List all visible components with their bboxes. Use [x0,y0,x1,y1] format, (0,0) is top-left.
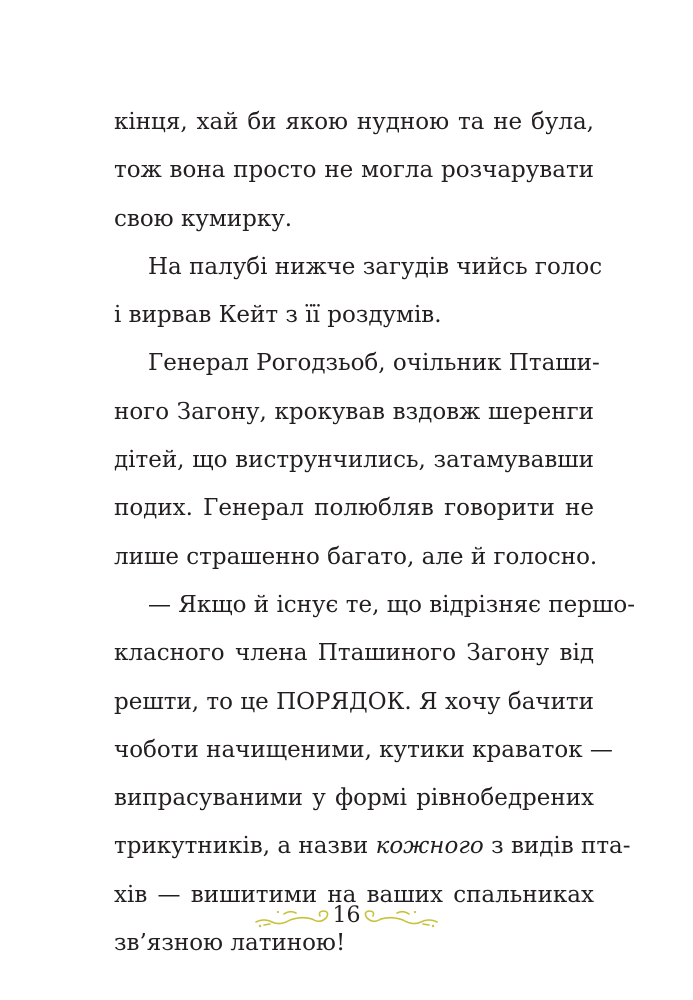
text-line: свою кумирку. [114,205,293,232]
italic-word: кожного [375,833,484,860]
page-footer [0,896,693,936]
page-number: 16 [332,903,361,928]
text-line: і вирвав Кейт з її роздумів. [114,302,442,329]
text-line: чоботи начищеними, кутики краваток — [114,736,613,763]
text-line: класного члена Пташиного Загону від [114,640,594,667]
text-line: тож вона просто не могла розчарувати [114,157,594,184]
text-line: лише страшенно багато, але й голосно. [114,543,598,570]
text-line: ного Загону, крокував вздовж шеренги [114,398,594,425]
text-line: На палубі нижче загудів чийсь голос [148,253,603,280]
swirl-flourish-icon [353,902,443,930]
body-text [114,98,636,967]
text-line: зв’язною латиною! [114,930,346,957]
text-segment: трикутників, а назви [114,833,376,860]
text-segment: з видів пта- [483,833,631,860]
text-line: подих. Генерал полюбляв говорити не [114,495,594,522]
text-line: випрасуваними у формі рівнобедрених [114,785,594,812]
text-line: дітей, що виструнчились, затамувавши [114,447,594,474]
text-line-with-italic [114,822,631,870]
text-line: решти, то це ПОРЯДОК. Я хочу бачити [114,688,594,715]
text-line: хів — вишитими на ваших спальниках [114,881,594,908]
text-line: кінця, хай би якою нудною та не була, [114,109,594,135]
text-line: Генерал Рогодзьоб, очільник Пташи- [148,350,600,377]
text-line: — Якщо й існує те, що відрізняє першо- [148,591,636,618]
